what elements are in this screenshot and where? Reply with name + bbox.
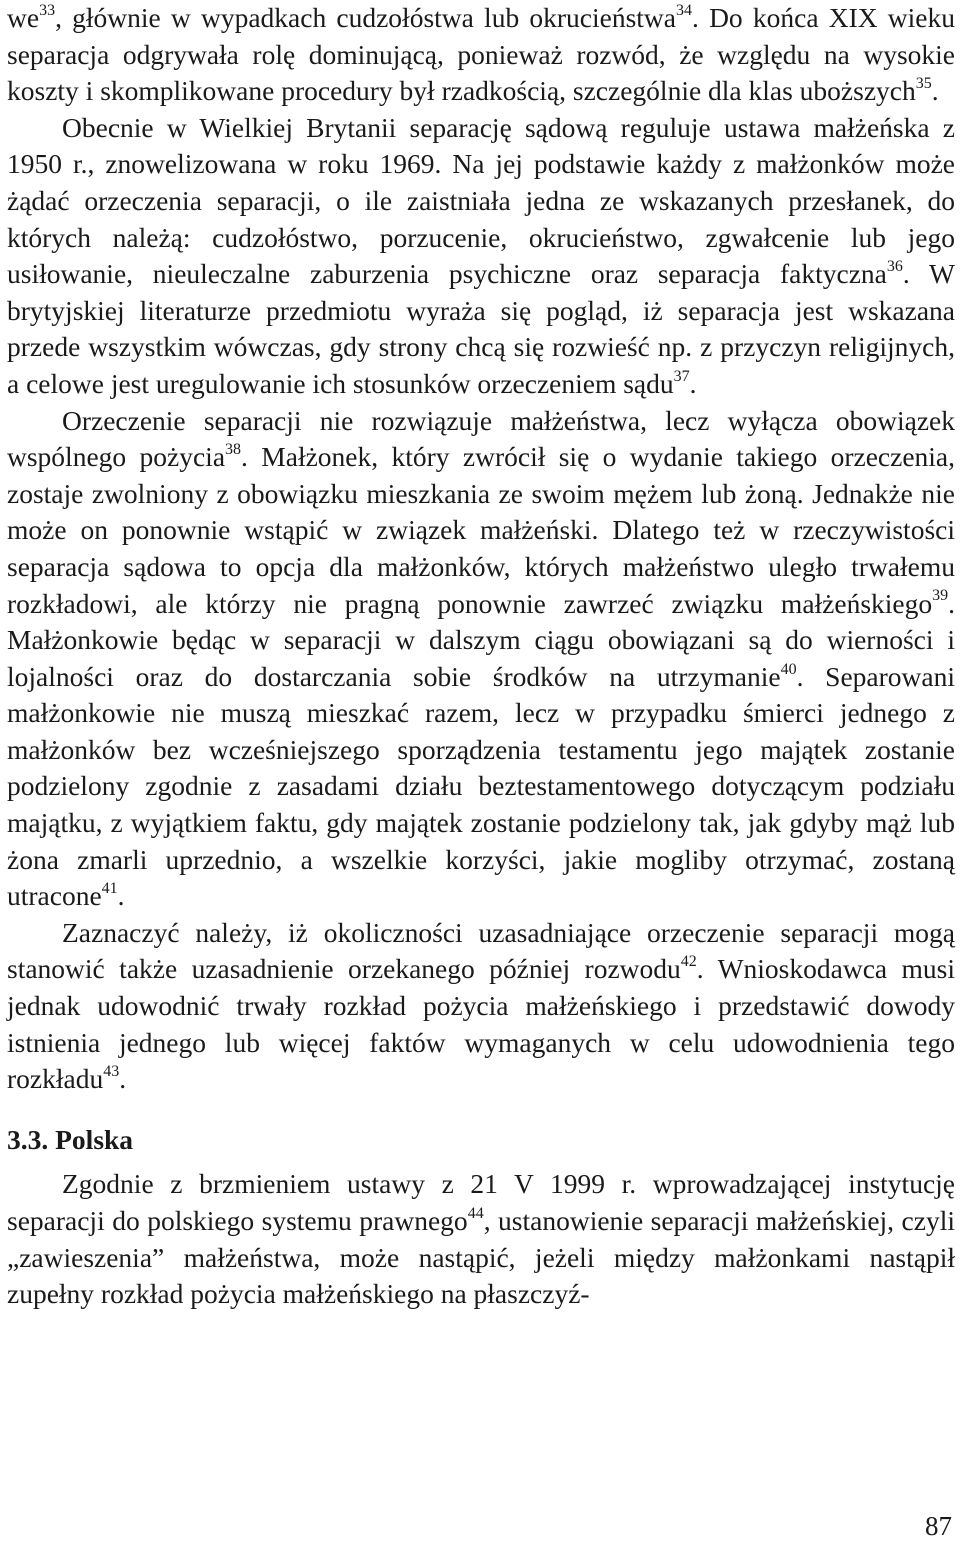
text-run: . Do końca XIX wieku separacja odgrywała rolę dominującą, ponieważ rozwód, że względu na wysokie koszty i skomplikowane procedury był rzadkością, szczególnie dla klas uboższych [7, 2, 955, 107]
text-run: Obecnie w Wielkiej Brytanii separację sądową reguluje ustawa małżeńska z 1950 r., znowelizowana w roku 1969. Na jej podstawie każdy z małżonków może żądać orzeczenia separacji, o ile zaistniała jedna ze wskazanych przesłanek, do których należą: cudzołóstwo, porzucenie, okrucieństwo, zgwałcenie lub jego usiłowanie, nieuleczalne zaburzenia psychiczne oraz separacja faktyczna [7, 111, 955, 290]
section-uk-text [7, 0, 955, 1098]
footnote-ref: 39 [932, 587, 949, 605]
text-run: we [7, 2, 40, 33]
text-run: Orzeczenie separacji nie rozwiązuje małżeństwa, lecz wyłącza obowiązek wspólnego pożycia [7, 404, 955, 473]
paragraph [7, 0, 955, 110]
text-run: Zgodnie z brzmieniem ustawy z 21 V 1999 r. wprowadzającej instytucję separacji do polskiego systemu prawnego [7, 1168, 955, 1236]
text-run: . [119, 1063, 127, 1095]
section-poland-text [7, 1166, 955, 1312]
paragraph [7, 110, 955, 403]
footnote-ref: 37 [673, 367, 690, 385]
text-run: , głównie w wypadkach cudzołóstwa lub okrucieństwa [55, 2, 676, 33]
footnote-ref: 38 [225, 440, 242, 458]
text-run: . W brytyjskiej literaturze przedmiotu wyraża się pogląd, iż separacja jest wskazana przede wszystkim wówczas, gdy strony chcą się rozwieść np. z przyczyn religijnych, a celowe jest uregulowanie ich stosunków orzeczeniem sądu [7, 258, 955, 399]
text-run: . [931, 75, 939, 107]
text-run: Zaznaczyć należy, iż okoliczności uzasadniające orzeczenie separacji mogą stanowić także uzasadnienie orzekanego później rozwodu [7, 916, 955, 985]
footnote-ref: 42 [680, 953, 697, 971]
text-run: . Małżonkowie będąc w separacji w dalszym ciągu obowiązani są do wierności i lojalności oraz do dostarczania sobie środków na utrzymanie [7, 587, 955, 692]
body-text [7, 0, 955, 1313]
footnote-ref: 41 [101, 880, 118, 898]
footnote-ref: 34 [676, 1, 692, 19]
page-number: 87 [925, 1511, 952, 1541]
text-run: . [689, 367, 697, 399]
text-run: . Wnioskodawca musi jednak udowodnić trwały rozkład pożycia małżeńskiego i przedstawić dowody istnienia jednego lub więcej faktów wymaganych w celu udowodnienia tego rozkładu [7, 953, 956, 1095]
footnote-ref: 36 [886, 258, 903, 275]
text-run: . [117, 880, 125, 912]
footnote-ref: 35 [915, 75, 932, 93]
footnote-ref: 44 [467, 1204, 484, 1222]
text-run: . Separowani małżonkowie nie muszą mieszkać razem, lecz w przypadku śmierci jednego z małżonków bez wcześniejszego sporządzenia testamentu jego majątek zostanie podzielony zgodnie z zasadami działu beztestamentowego dotyczącym podziału majątku, z wyjątkiem faktu, gdy majątek zostanie podzielony tak, jak gdyby mąż lub żona zmarli uprzednio, a wszelkie korzyści, jakie mogliby otrzymać, zostaną utracone [7, 660, 955, 912]
footnote-ref: 33 [39, 1, 56, 19]
text-run: , ustanowienie separacji małżeńskiej, czyli „zawieszenia” małżeństwa, może nastąpić, jeżeli między małżonkami nastąpił zupełny rozkład pożycia małżeńskiego na płaszczyź- [7, 1205, 955, 1310]
text-run: . Małżonek, który zwrócił się o wydanie takiego orzeczenia, zostaje zwolniony z obowiązku mieszkania ze swoim mężem lub żoną. Jednakże nie może on ponownie wstąpić w związek małżeński. Dlatego też w rzeczywistości separacja sądowa to opcja dla małżonków, których małżeństwo uległo trwałemu rozkładowi, ale którzy nie pragną ponownie zawrzeć związku małżeńskiego [7, 441, 956, 619]
paragraph [7, 915, 955, 1098]
footnote-ref: 43 [103, 1063, 120, 1081]
footnote-ref: 40 [780, 660, 797, 678]
paragraph [7, 1166, 955, 1312]
paragraph [7, 403, 955, 915]
section-heading: 3.3. Polska [7, 1123, 134, 1155]
